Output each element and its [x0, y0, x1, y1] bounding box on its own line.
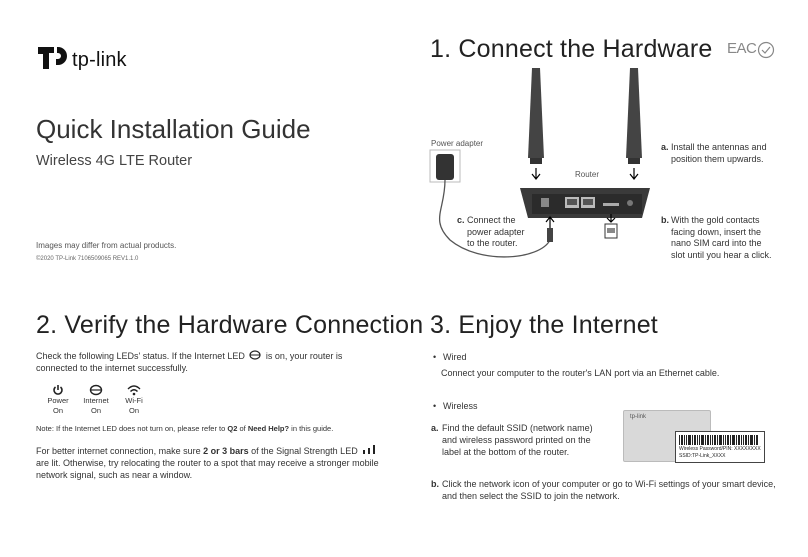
section2-note — [36, 424, 333, 433]
wireless-step-b-marker: b. — [431, 479, 439, 489]
router-hardware-diagram — [420, 60, 660, 260]
power-icon — [52, 384, 64, 396]
step-a-marker: a. — [661, 142, 669, 152]
step-c-line: to the router. — [467, 238, 518, 248]
step-b-marker: b. — [661, 215, 669, 225]
step-a-callout — [661, 142, 801, 165]
note-pre: Note: If the Internet LED does not turn on, please refer to — [36, 424, 228, 433]
intro-text-line2: connected to the internet successfully. — [36, 363, 188, 373]
step-c-line: power adapter — [467, 226, 525, 237]
step-b-line: With the gold contacts — [671, 215, 760, 225]
tip-line2: are lit. Otherwise, try relocating the router to a spot that may receive a stronger mobile — [36, 458, 379, 468]
signal-strength-icon — [362, 445, 376, 454]
step-c-line: Connect the — [467, 215, 516, 225]
wifi-icon — [127, 384, 141, 396]
recycle-check-icon — [757, 41, 775, 59]
wired-heading — [443, 351, 467, 363]
step-b-line: facing down, insert the — [671, 226, 762, 237]
wireless-step-b — [431, 478, 801, 502]
guide-title: Quick Installation Guide — [36, 114, 311, 144]
internet-led-icon — [249, 350, 261, 360]
wireless-step-a — [431, 422, 611, 458]
power-adapter-label: Power adapter — [431, 139, 484, 148]
left-antenna-icon — [528, 68, 544, 158]
label-brand: tp-link — [630, 414, 647, 420]
guide-subtitle: Wireless 4G LTE Router — [36, 153, 193, 169]
led-name: Internet — [83, 396, 109, 405]
wireless-step-a-line: and wireless password printed on the — [442, 435, 591, 445]
barcode-icon — [679, 435, 759, 445]
step-b-line: slot until you hear a click. — [671, 249, 772, 260]
led-name: Power — [47, 396, 69, 405]
section2-intro — [36, 350, 396, 374]
wireless-step-a-line: label at the bottom of the router. — [442, 447, 570, 457]
led-name: Wi-Fi — [125, 396, 143, 405]
router-label: Router — [575, 170, 600, 179]
step-c-marker: c. — [457, 215, 465, 225]
label-password: Wireless Password/PIN: XXXXXXXX — [679, 446, 761, 452]
copyright-text: ©2020 TP-Link 7106509065 REV1.1.0 — [36, 256, 139, 262]
power-adapter-icon — [436, 154, 454, 180]
right-antenna-icon — [626, 68, 642, 158]
section2-tip — [36, 445, 406, 481]
led-state: On — [52, 406, 63, 415]
label-ssid: SSID:TP-Link_XXXX — [679, 453, 726, 459]
led-power — [38, 384, 78, 416]
note-q2: Q2 — [227, 424, 238, 433]
eac-mark: EAC — [727, 40, 757, 57]
tp-link-logo-icon — [36, 38, 72, 74]
step-a-line: position them upwards. — [671, 153, 764, 164]
section3-title: 3. Enjoy the Internet — [430, 311, 658, 339]
intro-text-pre: Check the following LEDs' status. If the Internet LED — [36, 351, 245, 361]
wireless-step-a-marker: a. — [431, 423, 439, 433]
certification-marks — [727, 40, 777, 62]
led-state: On — [128, 406, 139, 415]
wired-text: Connect your computer to the router's LAN port via an Ethernet cable. — [441, 368, 720, 378]
step-c-callout — [457, 215, 537, 250]
section1-title: 1. Connect the Hardware — [430, 35, 713, 63]
intro-text-post: is on, your router is — [265, 351, 343, 361]
led-internet — [76, 384, 116, 416]
step-a-line: Install the antennas and — [671, 142, 767, 152]
note-mid: of — [237, 424, 248, 433]
wireless-step-a-line: Find the default SSID (network name) — [442, 423, 593, 433]
step-b-line: nano SIM card into the — [671, 238, 762, 248]
internet-icon — [89, 384, 103, 396]
step-b-callout — [661, 215, 801, 261]
router-sticker — [675, 431, 765, 463]
brand-logo — [36, 38, 166, 78]
note-post: in this guide. — [289, 424, 334, 433]
led-state: On — [90, 406, 101, 415]
tip-bold: 2 or 3 bars — [203, 446, 249, 456]
tip-mid: of the Signal Strength LED — [248, 446, 358, 456]
tip-line3: network signal, such as near a window. — [36, 470, 193, 480]
tip-pre: For better internet connection, make sure — [36, 446, 204, 456]
note-need-help: Need Help? — [247, 424, 290, 433]
router-label-illustration — [623, 410, 768, 472]
wired-heading-text: Wired — [443, 352, 467, 362]
wireless-heading — [443, 400, 478, 412]
brand-name: tp-link — [72, 49, 127, 71]
section2-title: 2. Verify the Hardware Connection — [36, 311, 424, 339]
led-row — [38, 384, 168, 420]
disclaimer-text: Images may differ from actual products. — [36, 241, 177, 250]
led-wifi — [114, 384, 154, 416]
wireless-step-b-line: and then select the SSID to join the network. — [442, 491, 620, 501]
wireless-heading-text: Wireless — [443, 401, 478, 411]
wireless-step-b-line: Click the network icon of your computer or go to Wi-Fi settings of your smart device, — [442, 479, 776, 489]
